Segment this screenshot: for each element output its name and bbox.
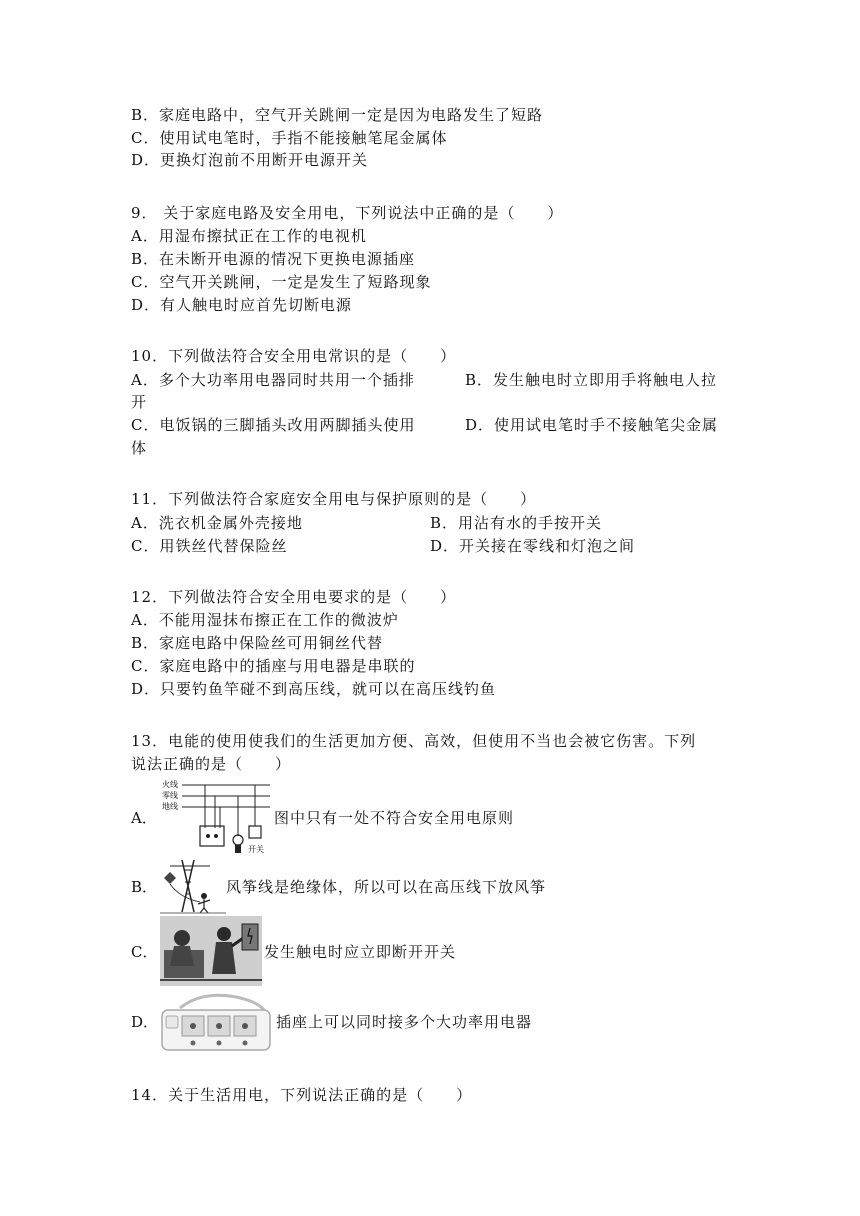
q11-option-a: A．洗衣机金属外壳接地 — [131, 514, 303, 532]
q8-option-c: C．使用试电笔时，手指不能接触笔尾金属体 — [131, 129, 448, 147]
q12-option-c: C．家庭电路中的插座与用电器是串联的 — [131, 657, 416, 675]
wiring-diagram-image — [160, 778, 272, 856]
q13-option-b-text: 风筝线是绝缘体，所以可以在高压线下放风筝 — [226, 878, 547, 896]
diagram-switch-label: 开关 — [248, 845, 264, 854]
q12-option-b: B．家庭电路中保险丝可用铜丝代替 — [131, 634, 384, 652]
q11-stem: 11．下列做法符合家庭安全用电与保护原则的是（ ） — [131, 490, 537, 508]
kite-powerline-image — [160, 858, 226, 914]
kite-shape — [164, 872, 176, 884]
q11-option-b: B．用沾有水的手按开关 — [430, 514, 603, 532]
power-strip-image — [160, 990, 272, 1054]
q13-stem-line1: 13．电能的使用使我们的生活更加方便、高效，但使用不当也会被它伤害。下列 — [131, 732, 697, 750]
q13-option-b-label: B． — [131, 878, 158, 896]
q10-option-d: D．使用试电笔时手不接触笔尖金属 — [465, 416, 719, 434]
switch-shape — [249, 826, 261, 838]
q12-option-a: A．不能用湿抹布擦正在工作的微波炉 — [131, 611, 399, 629]
q10-option-b: B．发生触电时立即用手将触电人拉 — [465, 371, 718, 389]
q9-option-d: D．有人触电时应首先切断电源 — [131, 296, 353, 314]
q10-option-c: C．电饭锅的三脚插头改用两脚插头使用 — [131, 416, 416, 434]
q13-option-a-text: 图中只有一处不符合安全用电原则 — [274, 809, 515, 827]
diagram-live-wire-label: 火线 — [162, 780, 178, 789]
q9-option-a: A．用湿布擦拭正在工作的电视机 — [131, 227, 367, 245]
q8-option-b: B．家庭电路中，空气开关跳闸一定是因为电路发生了短路 — [131, 106, 544, 124]
q9-stem: 9． 关于家庭电路及安全用电，下列说法中正确的是（ ） — [131, 204, 564, 222]
q13-option-d-text: 插座上可以同时接多个大功率用电器 — [276, 1013, 533, 1031]
q10-option-b-wrap: 开 — [131, 393, 148, 411]
bulb-shape — [233, 835, 243, 845]
q13-option-d-label: D． — [131, 1013, 159, 1031]
q8-option-d: D．更换灯泡前不用断开电源开关 — [131, 151, 369, 169]
switch-box-shape — [242, 924, 258, 950]
diagram-ground-wire-label: 地线 — [162, 802, 178, 811]
q12-stem: 12．下列做法符合安全用电要求的是（ ） — [131, 588, 457, 606]
q10-option-d-wrap: 体 — [131, 439, 148, 457]
q11-option-d: D．开关接在零线和灯泡之间 — [430, 537, 636, 555]
q12-option-d: D．只要钓鱼竿碰不到高压线，就可以在高压线钓鱼 — [131, 680, 497, 698]
q10-option-a: A．多个大功率用电器同时共用一个插排 — [131, 371, 415, 389]
q9-option-c: C．空气开关跳闸，一定是发生了短路现象 — [131, 273, 432, 291]
q10-stem: 10．下列做法符合安全用电常识的是（ ） — [131, 347, 457, 365]
q14-stem: 14．关于生活用电，下列说法正确的是（ ） — [131, 1086, 473, 1104]
q11-option-c: C．用铁丝代替保险丝 — [131, 537, 288, 555]
diagram-neutral-wire-label: 零线 — [162, 791, 178, 800]
q13-option-c-text: 发生触电时应立即断开开关 — [264, 943, 457, 961]
q13-option-a-label: A． — [131, 809, 157, 827]
q13-option-c-label: C． — [131, 943, 158, 961]
q13-stem-line2: 说法正确的是（ ） — [131, 755, 292, 773]
q9-option-b: B．在未断开电源的情况下更换电源插座 — [131, 250, 416, 268]
socket-shape — [200, 826, 224, 846]
electric-shock-image — [160, 916, 262, 986]
